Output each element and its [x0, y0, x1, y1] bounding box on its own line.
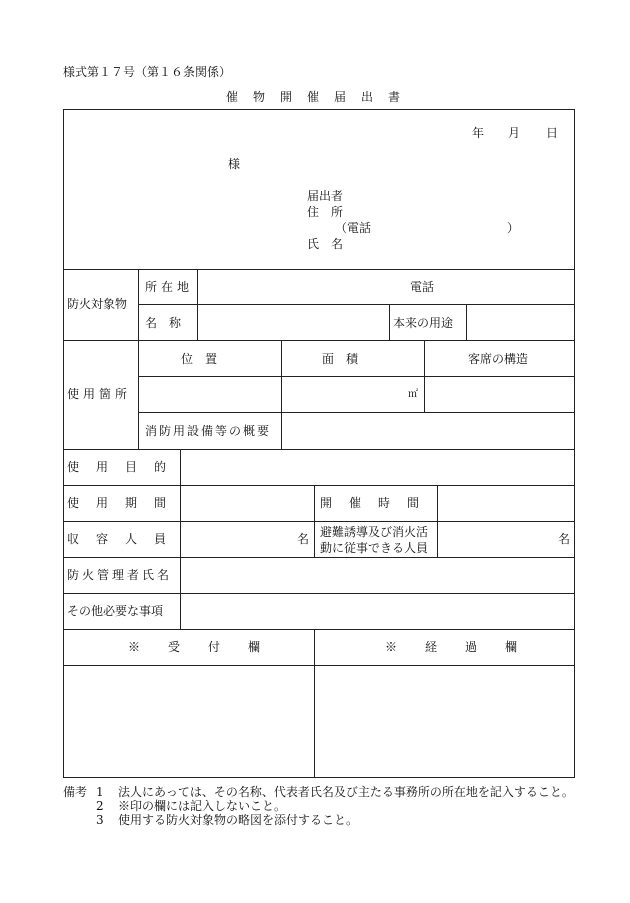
- rule-line: [197, 269, 198, 340]
- rule-line: [138, 376, 575, 377]
- rule-line: [138, 304, 575, 305]
- capacity-label: 収容人員: [67, 532, 184, 546]
- rule-line: [63, 557, 575, 558]
- phone-label: 電話: [410, 280, 435, 294]
- fire-target-label: 防火対象物: [67, 297, 128, 311]
- rule-line: [424, 340, 425, 412]
- event-hours-label: 開催時間: [320, 496, 437, 510]
- note-text: 法人にあっては、その名称、代表者氏名及び主たる事務所の所在地を記入すること。: [118, 785, 574, 799]
- rule-line: [63, 485, 575, 486]
- date-day-label: 日: [546, 126, 559, 140]
- note-number: 2: [96, 799, 104, 813]
- note-text: ※印の欄には記入しないこと。: [118, 799, 287, 813]
- rule-line: [63, 269, 575, 270]
- rule-line: [389, 304, 390, 340]
- area-unit: ㎡: [408, 389, 418, 400]
- fire-manager-label: 防火管理者氏名: [67, 568, 173, 582]
- notes-heading: 備考: [63, 785, 88, 799]
- title-char: 催: [307, 90, 320, 104]
- rule-line: [63, 593, 575, 594]
- rule-line: [281, 340, 282, 449]
- rule-line: [314, 629, 315, 778]
- applicant-phone-label: （電話: [335, 221, 372, 235]
- rule-line: [314, 485, 315, 557]
- original-use-label: 本来の用途: [393, 316, 454, 330]
- other-items-label: その他必要な事項: [67, 604, 164, 618]
- applicant-label: 届出者: [307, 189, 344, 203]
- applicant-address-label: 住: [307, 205, 320, 219]
- evacuation-staff-label: 避難誘導及び消火活: [320, 525, 429, 539]
- rule-line: [63, 629, 575, 630]
- reception-column-label: ※ 受 付 欄: [128, 640, 269, 654]
- title-char: 届: [334, 90, 347, 104]
- applicant-name-label: 名: [331, 237, 344, 251]
- seating-structure-label: 客席の構造: [468, 352, 529, 366]
- capacity-unit: 名: [297, 532, 310, 546]
- period-label: 使用期間: [67, 496, 184, 510]
- name-label: 名 称: [145, 316, 182, 330]
- date-month-label: 月: [508, 126, 521, 140]
- rule-line: [437, 485, 438, 557]
- area-label: 面 積: [322, 352, 359, 366]
- title-char: 催: [226, 90, 239, 104]
- title-char: 開: [280, 90, 293, 104]
- usage-place-label: 使用箇所: [67, 387, 132, 401]
- addressee-suffix: 様: [228, 157, 241, 171]
- title-char: 書: [388, 90, 401, 104]
- equipment-summary-label: 消防用設備等の概要: [145, 424, 272, 438]
- note-number: 3: [96, 813, 104, 827]
- applicant-name-label: 氏: [307, 237, 320, 251]
- location-label: 所在地: [145, 280, 194, 294]
- date-year-label: 年: [472, 126, 485, 140]
- position-label: 位 置: [181, 352, 218, 366]
- rule-line: [138, 412, 575, 413]
- progress-column-label: ※ 経 過 欄: [385, 640, 526, 654]
- rule-line: [63, 521, 575, 522]
- rule-line: [63, 665, 575, 666]
- evacuation-staff-label: 動に従事できる人員: [320, 541, 429, 555]
- rule-line: [63, 449, 575, 450]
- purpose-label: 使用目的: [67, 460, 184, 474]
- rule-line: [138, 269, 139, 449]
- note-text: 使用する防火対象物の略図を添付すること。: [118, 813, 359, 827]
- rule-line: [63, 340, 575, 341]
- applicant-phone-close: ）: [507, 221, 520, 235]
- applicant-address-label: 所: [331, 205, 344, 219]
- form-number: 様式第１７号（第１６条関係）: [63, 65, 232, 79]
- evacuation-unit: 名: [558, 532, 571, 546]
- note-number: 1: [96, 785, 104, 799]
- rule-line: [466, 304, 467, 340]
- title-char: 物: [253, 90, 266, 104]
- title-char: 出: [361, 90, 374, 104]
